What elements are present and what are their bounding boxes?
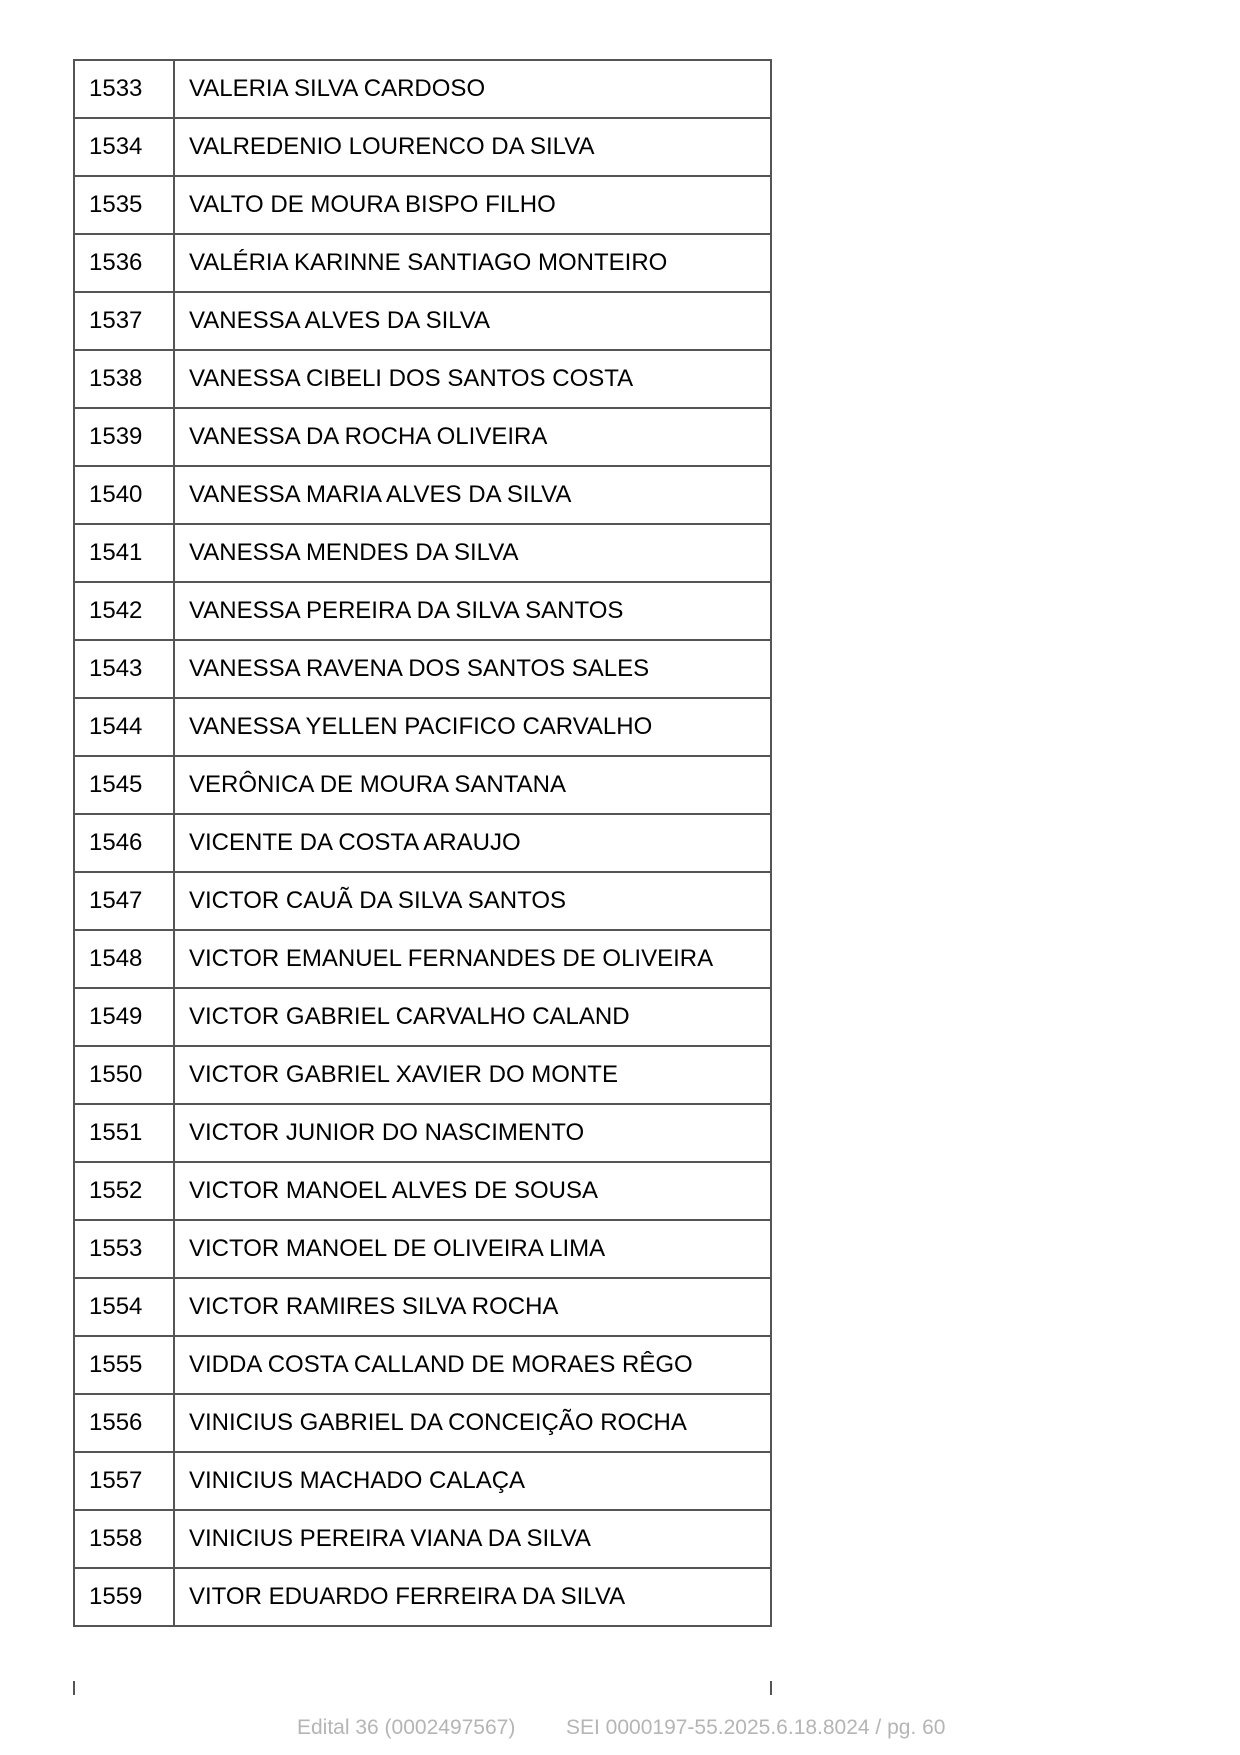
person-name: VICTOR RAMIRES SILVA ROCHA <box>174 1278 771 1336</box>
person-name: VANESSA CIBELI DOS SANTOS COSTA <box>174 350 771 408</box>
person-name: VICTOR MANOEL ALVES DE SOUSA <box>174 1162 771 1220</box>
row-number: 1538 <box>74 350 174 408</box>
row-number: 1542 <box>74 582 174 640</box>
row-number: 1544 <box>74 698 174 756</box>
names-table-body <box>74 60 771 1626</box>
person-name: VINICIUS GABRIEL DA CONCEIÇÃO ROCHA <box>174 1394 771 1452</box>
table-row <box>74 1452 771 1510</box>
row-number: 1541 <box>74 524 174 582</box>
person-name: VANESSA PEREIRA DA SILVA SANTOS <box>174 582 771 640</box>
table-row <box>74 756 771 814</box>
table-row <box>74 466 771 524</box>
person-name: VIDDA COSTA CALLAND DE MORAES RÊGO <box>174 1336 771 1394</box>
row-number: 1547 <box>74 872 174 930</box>
table-row <box>74 1568 771 1626</box>
person-name: VALTO DE MOURA BISPO FILHO <box>174 176 771 234</box>
row-number: 1537 <box>74 292 174 350</box>
person-name: VICENTE DA COSTA ARAUJO <box>174 814 771 872</box>
table-row <box>74 524 771 582</box>
table-row <box>74 176 771 234</box>
person-name: VINICIUS PEREIRA VIANA DA SILVA <box>174 1510 771 1568</box>
person-name: VANESSA RAVENA DOS SANTOS SALES <box>174 640 771 698</box>
person-name: VANESSA YELLEN PACIFICO CARVALHO <box>174 698 771 756</box>
row-number: 1549 <box>74 988 174 1046</box>
row-number: 1535 <box>74 176 174 234</box>
table-row <box>74 292 771 350</box>
person-name: VALERIA SILVA CARDOSO <box>174 60 771 118</box>
row-number: 1536 <box>74 234 174 292</box>
row-number: 1548 <box>74 930 174 988</box>
person-name: VICTOR MANOEL DE OLIVEIRA LIMA <box>174 1220 771 1278</box>
table-row <box>74 872 771 930</box>
table-row <box>74 988 771 1046</box>
row-number: 1551 <box>74 1104 174 1162</box>
table-row <box>74 1220 771 1278</box>
table-row <box>74 1046 771 1104</box>
table-row <box>74 640 771 698</box>
table-row <box>74 350 771 408</box>
row-number: 1533 <box>74 60 174 118</box>
person-name: VICTOR JUNIOR DO NASCIMENTO <box>174 1104 771 1162</box>
table-row <box>74 1162 771 1220</box>
table-row <box>74 582 771 640</box>
table-row <box>74 1104 771 1162</box>
table-row <box>74 408 771 466</box>
person-name: VICTOR EMANUEL FERNANDES DE OLIVEIRA <box>174 930 771 988</box>
table-continuation <box>73 1681 772 1695</box>
table-row <box>74 698 771 756</box>
footer-document-ref: Edital 36 (0002497567) <box>297 1716 516 1739</box>
person-name: VERÔNICA DE MOURA SANTANA <box>174 756 771 814</box>
person-name: VANESSA ALVES DA SILVA <box>174 292 771 350</box>
row-number: 1557 <box>74 1452 174 1510</box>
row-number: 1539 <box>74 408 174 466</box>
table-row <box>74 1278 771 1336</box>
person-name: VINICIUS MACHADO CALAÇA <box>174 1452 771 1510</box>
table-row <box>74 1336 771 1394</box>
row-number: 1558 <box>74 1510 174 1568</box>
person-name: VANESSA MENDES DA SILVA <box>174 524 771 582</box>
table-row <box>74 118 771 176</box>
person-name: VANESSA DA ROCHA OLIVEIRA <box>174 408 771 466</box>
row-number: 1540 <box>74 466 174 524</box>
table-row <box>74 1394 771 1452</box>
table-row <box>74 930 771 988</box>
person-name: VALÉRIA KARINNE SANTIAGO MONTEIRO <box>174 234 771 292</box>
table-row <box>74 814 771 872</box>
row-number: 1554 <box>74 1278 174 1336</box>
row-number: 1559 <box>74 1568 174 1626</box>
row-number: 1552 <box>74 1162 174 1220</box>
person-name: VALREDENIO LOURENCO DA SILVA <box>174 118 771 176</box>
row-number: 1553 <box>74 1220 174 1278</box>
footer-process-ref: SEI 0000197-55.2025.6.18.8024 / pg. 60 <box>566 1716 946 1739</box>
row-number: 1534 <box>74 118 174 176</box>
row-number: 1545 <box>74 756 174 814</box>
table-row <box>74 1510 771 1568</box>
row-number: 1556 <box>74 1394 174 1452</box>
person-name: VITOR EDUARDO FERREIRA DA SILVA <box>174 1568 771 1626</box>
names-table <box>73 59 772 1627</box>
person-name: VICTOR CAUÃ DA SILVA SANTOS <box>174 872 771 930</box>
table-row <box>74 234 771 292</box>
row-number: 1546 <box>74 814 174 872</box>
table-row <box>74 60 771 118</box>
row-number: 1555 <box>74 1336 174 1394</box>
row-number: 1550 <box>74 1046 174 1104</box>
row-number: 1543 <box>74 640 174 698</box>
person-name: VICTOR GABRIEL XAVIER DO MONTE <box>174 1046 771 1104</box>
person-name: VANESSA MARIA ALVES DA SILVA <box>174 466 771 524</box>
person-name: VICTOR GABRIEL CARVALHO CALAND <box>174 988 771 1046</box>
